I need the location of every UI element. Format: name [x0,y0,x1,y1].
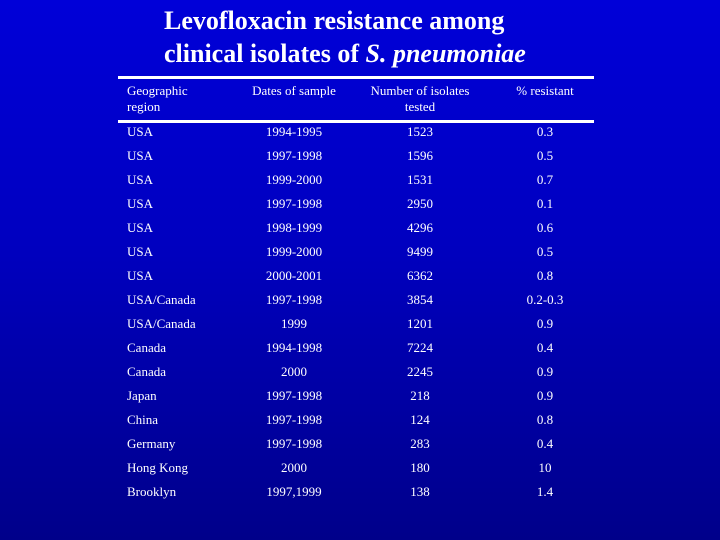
table-row [0,484,720,508]
cell-dates: 1997-1998 [265,292,323,307]
cell-region: USA [127,268,154,283]
cell-number: 2950 [407,196,433,211]
cell-percent: 0.6 [536,220,554,235]
title-line-2-prefix: clinical isolates of [164,39,366,68]
table-row [0,172,720,196]
table-row [0,340,720,364]
table-row [0,388,720,412]
cell-number: 124 [410,412,430,427]
cell-percent: 0.9 [536,364,554,379]
cell-region: Japan [127,388,157,403]
cell-dates: 1998-1999 [265,220,323,235]
table-row [0,124,720,148]
cell-dates: 1997-1998 [265,436,323,451]
table-row [0,148,720,172]
table-row [0,316,720,340]
header-dates [252,83,336,99]
slide-title [164,4,526,70]
cell-region: USA [127,244,154,259]
title-line-1: Levofloxacin resistance among [164,6,505,35]
cell-percent: 0.7 [536,172,554,187]
cell-dates: 2000 [281,364,307,379]
cell-dates: 1999-2000 [265,172,323,187]
cell-dates: 1994-1998 [265,340,323,355]
cell-dates: 1999-2000 [265,244,323,259]
cell-number: 7224 [407,340,433,355]
cell-percent: 0.9 [536,316,554,331]
cell-number: 138 [410,484,430,499]
cell-number: 180 [410,460,430,475]
cell-percent: 0.2-0.3 [526,292,564,307]
header-number [371,83,470,115]
header-region [127,83,188,115]
header-dates-label: Dates of sample [252,83,336,98]
cell-region: USA [127,220,154,235]
cell-number: 1596 [407,148,433,163]
cell-region: Brooklyn [127,484,177,499]
cell-number: 6362 [407,268,433,283]
cell-percent: 0.4 [536,436,554,451]
cell-number: 283 [410,436,430,451]
cell-dates: 2000-2001 [265,268,323,283]
header-bottom-rule [118,120,594,123]
cell-number: 1201 [407,316,433,331]
cell-dates: 1997,1999 [266,484,322,499]
table-row [0,364,720,388]
cell-region: Germany [127,436,176,451]
table-top-rule [118,76,594,79]
cell-dates: 1994-1995 [265,124,323,139]
cell-number: 1523 [407,124,433,139]
cell-percent: 10 [538,460,552,475]
table-row [0,268,720,292]
cell-number: 1531 [407,172,433,187]
cell-region: USA [127,172,154,187]
table-row [0,196,720,220]
cell-percent: 0.8 [536,412,554,427]
header-region-line-1: Geographic [127,83,188,98]
table-row [0,220,720,244]
cell-region: USA [127,148,154,163]
cell-region: USA [127,196,154,211]
cell-number: 3854 [407,292,433,307]
cell-percent: 1.4 [536,484,554,499]
header-number-line-2: tested [404,99,436,114]
title-line-2 [164,37,526,70]
cell-percent: 0.5 [536,244,554,259]
cell-percent: 0.4 [536,340,554,355]
cell-percent: 0.5 [536,148,554,163]
header-percent [516,83,573,99]
cell-region: Canada [127,340,166,355]
cell-region: Canada [127,364,166,379]
cell-number: 2245 [407,364,433,379]
cell-region: USA/Canada [127,316,196,331]
cell-number: 9499 [407,244,433,259]
cell-dates: 1997-1998 [265,148,323,163]
table-row [0,244,720,268]
table-row [0,436,720,460]
cell-region: USA/Canada [127,292,196,307]
cell-dates: 1997-1998 [265,196,323,211]
cell-number: 4296 [407,220,433,235]
cell-dates: 1997-1998 [265,412,323,427]
cell-number: 218 [410,388,430,403]
cell-dates: 2000 [281,460,307,475]
header-percent-label: % resistant [516,83,574,98]
cell-dates: 1997-1998 [265,388,323,403]
table-row [0,412,720,436]
cell-region: USA [127,124,154,139]
cell-percent: 0.9 [536,388,554,403]
title-species: S. pneumoniae [365,39,526,68]
cell-percent: 0.1 [536,196,554,211]
cell-percent: 0.3 [536,124,554,139]
header-region-line-2: region [127,99,161,114]
cell-dates: 1999 [281,316,307,331]
cell-percent: 0.8 [536,268,554,283]
cell-region: China [127,412,159,427]
header-number-line-1: Number of isolates [370,83,470,98]
table-row [0,460,720,484]
table-row [0,292,720,316]
cell-region: Hong Kong [127,460,189,475]
